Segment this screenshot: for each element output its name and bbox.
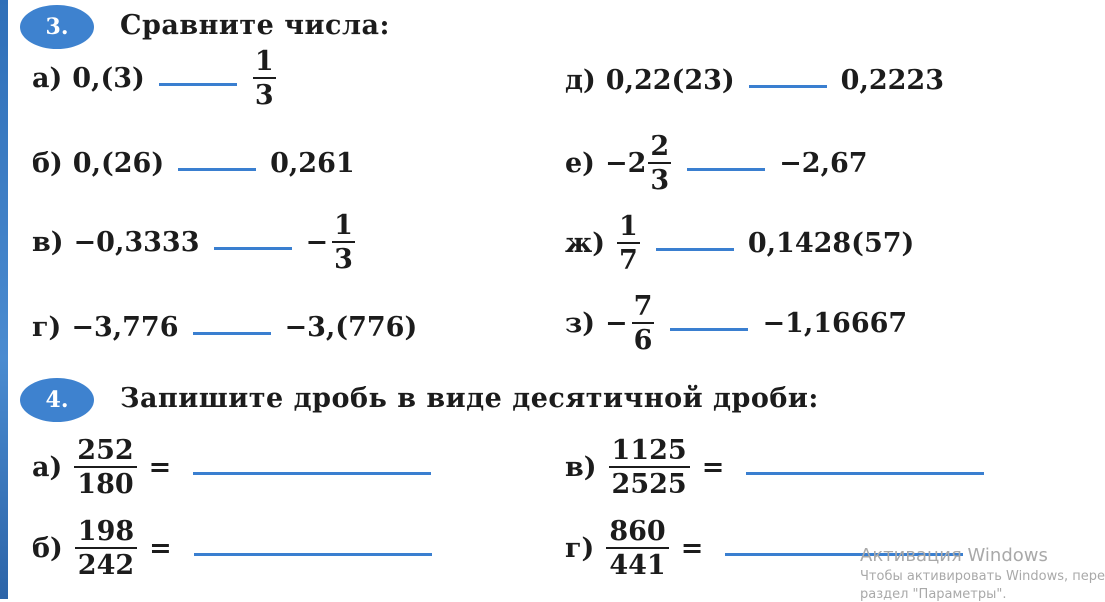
comparison-blank[interactable] [749, 85, 827, 88]
left-value: −3,776 [71, 312, 179, 343]
fraction [74, 437, 136, 498]
watermark-subtitle-2: раздел "Параметры". [860, 587, 1007, 602]
left-whole: −2 [604, 148, 647, 179]
right-value: −1,16667 [762, 308, 908, 339]
windows-activation-watermark [860, 545, 1105, 602]
watermark-subtitle: Чтобы активировать Windows, пере [860, 569, 1105, 584]
item-label: е) [565, 148, 595, 179]
numerator: 198 [75, 518, 137, 549]
item-label: г) [32, 312, 62, 343]
right-fraction [253, 48, 276, 109]
task-4-item-v [565, 437, 998, 498]
answer-blank[interactable] [193, 472, 431, 475]
right-fraction [332, 212, 355, 273]
comparison-blank[interactable] [159, 83, 237, 86]
fraction [75, 518, 137, 579]
item-label: з) [565, 308, 596, 339]
item-label: а) [32, 452, 63, 483]
numerator: 252 [74, 437, 136, 468]
left-value: 0,22(23) [605, 65, 735, 96]
denominator: 6 [633, 325, 653, 356]
right-value: 0,261 [270, 148, 355, 179]
comparison-blank[interactable] [687, 168, 765, 171]
numerator: 2 [650, 131, 670, 162]
denominator: 2525 [611, 469, 687, 500]
right-value: −2,67 [779, 148, 868, 179]
task-4-number: 4. [45, 387, 69, 413]
item-label: ж) [565, 228, 606, 259]
item-label: г) [565, 533, 595, 564]
item-label: б) [32, 533, 63, 564]
numerator: 860 [606, 518, 668, 549]
numerator: 1 [254, 46, 274, 77]
task-3-title: Сравните числа: [120, 10, 390, 41]
minus-sign: − [305, 227, 329, 258]
denominator: 7 [619, 245, 638, 276]
left-value: −0,3333 [73, 227, 200, 258]
left-fraction [617, 213, 640, 274]
left-fraction [632, 293, 655, 354]
item-label: б) [32, 148, 63, 179]
denominator: 3 [650, 165, 670, 196]
task-4-item-b [32, 518, 446, 579]
equals-sign: = [680, 533, 704, 564]
page-left-edge [0, 0, 8, 599]
denominator: 3 [334, 244, 353, 275]
item-label: в) [565, 452, 597, 483]
equals-sign: = [701, 452, 725, 483]
task-3-number: 3. [45, 14, 69, 40]
left-value: 0,(26) [72, 148, 165, 179]
numerator: 1 [334, 210, 353, 241]
task-4-badge [20, 378, 94, 422]
task-4-title: Запишите дробь в виде десятичной дроби: [120, 383, 819, 414]
comparison-blank[interactable] [193, 332, 271, 335]
denominator: 441 [609, 550, 666, 581]
comparison-blank[interactable] [656, 248, 734, 251]
equals-sign: = [149, 533, 172, 564]
task-3-item-g [32, 312, 417, 343]
minus-sign: − [605, 308, 628, 339]
numerator: 1 [619, 211, 638, 242]
comparison-blank[interactable] [178, 168, 256, 171]
numerator: 7 [633, 291, 653, 322]
right-value: 0,2223 [840, 65, 945, 96]
task-3-item-e [565, 133, 868, 194]
left-fraction [648, 133, 671, 194]
task-3-item-d [565, 65, 944, 96]
item-label: а) [32, 63, 63, 94]
task-3-badge [20, 5, 94, 49]
denominator: 242 [77, 550, 135, 581]
item-label: в) [32, 227, 64, 258]
task-4-item-a [32, 437, 445, 498]
numerator: 1125 [609, 437, 690, 468]
task-3-item-a [32, 48, 278, 109]
equals-sign: = [148, 452, 172, 483]
right-value: 0,1428(57) [747, 228, 915, 259]
fraction [606, 518, 668, 579]
task-3-item-zh [565, 213, 914, 274]
right-value: −3,(776) [284, 312, 418, 343]
comparison-blank[interactable] [214, 247, 292, 250]
comparison-blank[interactable] [670, 328, 748, 331]
answer-blank[interactable] [194, 553, 432, 556]
denominator: 180 [77, 469, 134, 500]
watermark-title: Активация Windows [860, 545, 1048, 566]
denominator: 3 [254, 80, 274, 111]
left-value: 0,(3) [72, 63, 145, 94]
answer-blank[interactable] [746, 472, 984, 475]
task-3-item-z [565, 293, 907, 354]
item-label: д) [565, 65, 596, 96]
task-3-item-v [32, 212, 357, 273]
fraction [609, 437, 690, 498]
task-3-item-b [32, 148, 355, 179]
